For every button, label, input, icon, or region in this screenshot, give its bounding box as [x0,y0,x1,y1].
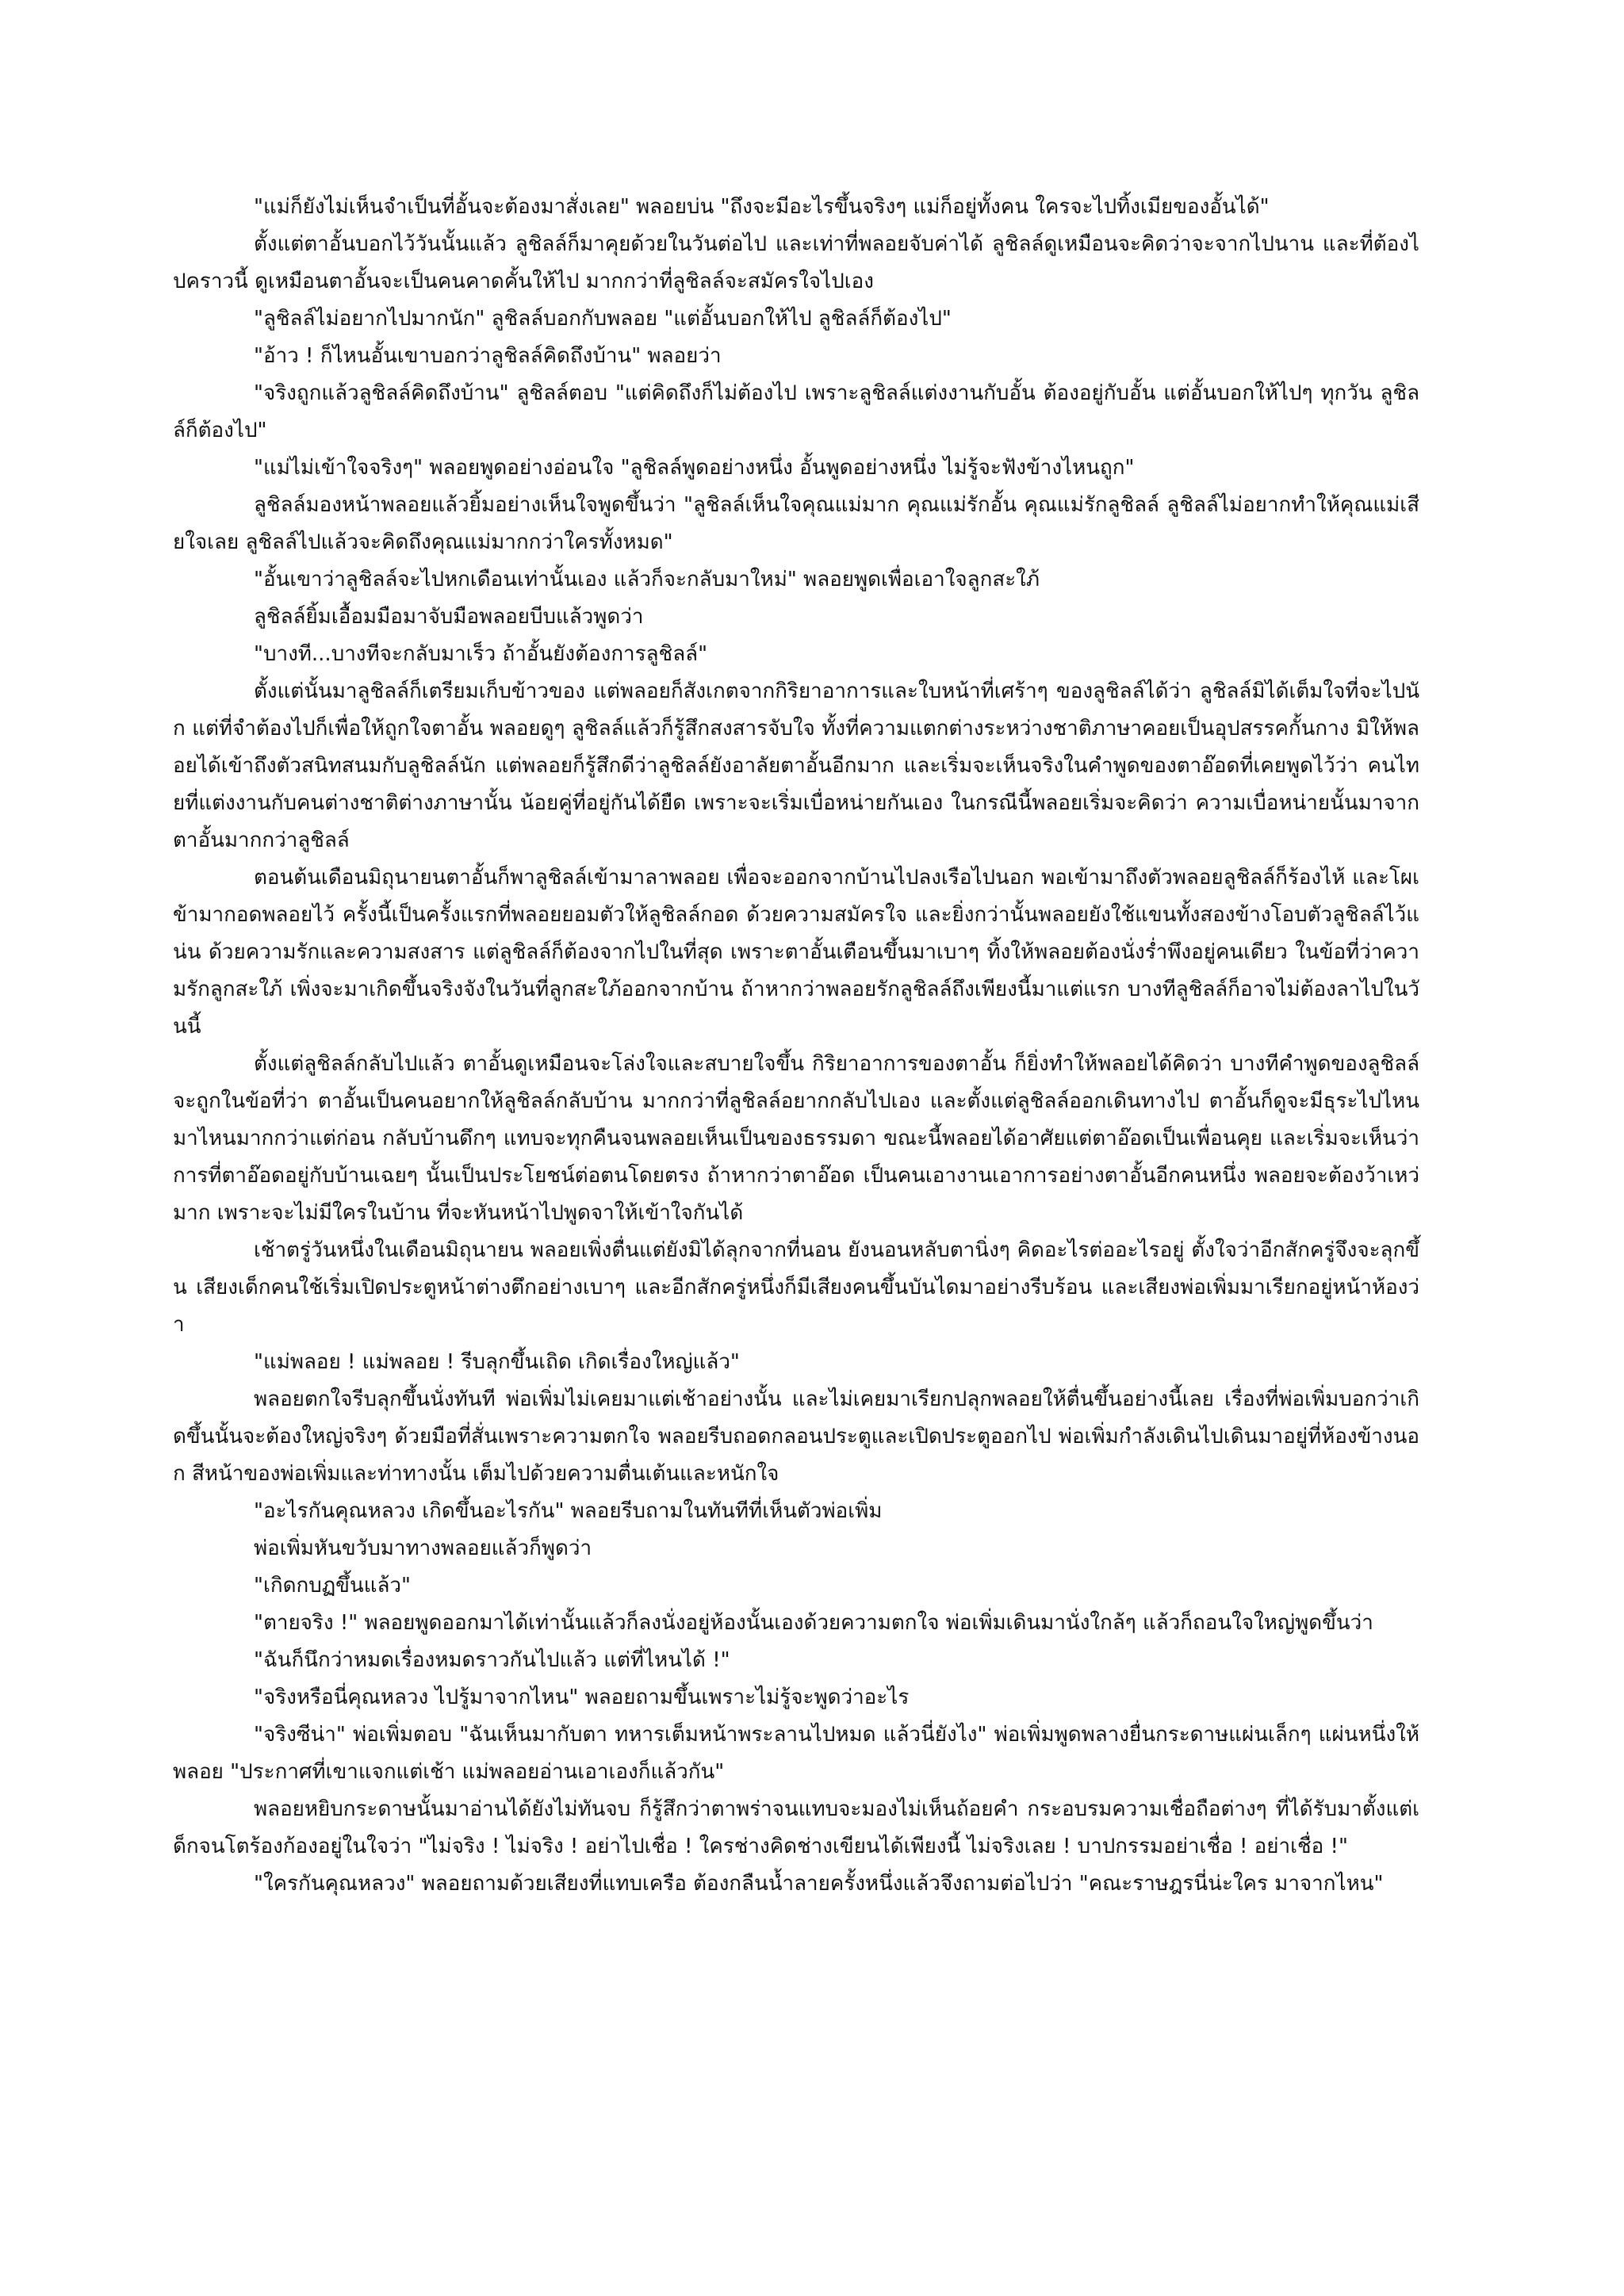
paragraph: ตอนต้นเดือนมิถุนายนตาอั้นก็พาลูชิลล์เข้ามาลาพลอย เพื่อจะออกจากบ้านไปลงเรือไปนอก พอเข้ามาถึงตัวพลอยลูชิลล์ก็ร้องไห้ และโผเข้ามากอดพลอยไว้ ครั้งนี้เป็นครั้งแรกที่พลอยยอมตัวให้ลูชิลล์กอด ด้วยความสมัครใจ และยิ่งกว่านั้นพลอยยังใช้แขนทั้งสองข้างโอบตัวลูชิลล์ไว้แน่น ด้วยความรักและความสงสาร แต่ลูชิลล์ก็ต้องจากไปในที่สุด เพราะตาอั้นเตือนขึ้นมาเบาๆ ทิ้งให้พลอยต้องนั่งร่ำพึงอยู่คนเดียว ในข้อที่ว่าความรักลูกสะใภ้ เพิ่งจะมาเกิดขึ้นจริงจังในวันที่ลูกสะใภ้ออกจากบ้าน ถ้าหากว่าพลอยรักลูชิลล์ถึงเพียงนี้มาแต่แรก บางทีลูชิลล์ก็อาจไม่ต้องลาไปในวันนี้ [173,866,1419,1039]
paragraph: ลูชิลล์มองหน้าพลอยแล้วยิ้มอย่างเห็นใจพูดขึ้นว่า "ลูชิลล์เห็นใจคุณแม่มาก คุณแม่รักอั้น คุณแม่รักลูชิลล์ ลูชิลล์ไม่อยากทำให้คุณแม่เสียใจเลย ลูชิลล์ไปแล้วจะคิดถึงคุณแม่มากกว่าใครทั้งหมด" [173,493,1419,554]
paragraph: พ่อเพิ่มหันขวับมาทางพลอยแล้วก็พูดว่า [254,1536,592,1560]
paragraph: "ตายจริง !" พลอยพูดออกมาได้เท่านั้นแล้วก็ลงนั่งอยู่ห้องนั้นเองด้วยความตกใจ พ่อเพิ่มเดินมานั่งใกล้ๆ แล้วก็ถอนใจใหญ่พูดขึ้นว่า [254,1611,1373,1635]
paragraph: "อ้าว ! ก็ไหนอั้นเขาบอกว่าลูชิลล์คิดถึงบ้าน" พลอยว่า [254,344,722,368]
paragraph: พลอยตกใจรีบลุกขึ้นนั่งทันที พ่อเพิ่มไม่เคยมาแต่เช้าอย่างนั้น และไม่เคยมาเรียกปลุกพลอยให้ตื่นขึ้นอย่างนี้เลย เรื่องที่พ่อเพิ่มบอกว่าเกิดขึ้นนั้นจะต้องใหญ่จริงๆ ด้วยมือที่สั่นเพราะความตกใจ พลอยรีบถอดกลอนประตูและเปิดประตูออกไป พ่อเพิ่มกำลังเดินไปเดินมาอยู่ที่ห้องข้างนอก สีหน้าของพ่อเพิ่มและท่าทางนั้น เต็มไปด้วยความตื่นเต้นและหนักใจ [173,1387,1419,1486]
paragraph: "ใครกันคุณหลวง" พลอยถามด้วยเสียงที่แทบเครือ ต้องกลืนน้ำลายครั้งหนึ่งแล้วจึงถามต่อไปว่า "คณะราษฎรนี่น่ะใคร มาจากไหน" [254,1872,1384,1896]
paragraph: ลูชิลล์ยิ้มเอื้อมมือมาจับมือพลอยบีบแล้วพูดว่า [254,605,644,629]
paragraph: พลอยหยิบกระดาษนั้นมาอ่านได้ยังไม่ทันจบ ก็รู้สึกว่าตาพร่าจนแทบจะมองไม่เห็นถ้อยคำ กระอบรมความเชื่อถือต่างๆ ที่ได้รับมาตั้งแต่เด็กจนโตร้องก้องอยู่ในใจว่า "ไม่จริง ! ไม่จริง ! อย่าไปเชื่อ ! ใครช่างคิดช่างเขียนได้เพียงนี้ ไม่จริงเลย ! บาปกรรมอย่าเชื่อ ! อย่าเชื่อ !" [173,1797,1419,1858]
paragraph: ตั้งแต่ตาอั้นบอกไว้วันนั้นแล้ว ลูชิลล์ก็มาคุยด้วยในวันต่อไป และเท่าที่พลอยจับค่าได้ ลูชิลล์ดูเหมือนจะคิดว่าจะจากไปนาน และที่ต้องไปคราวนี้ ดูเหมือนตาอั้นจะเป็นคนคาดคั้นให้ไป มากกว่าที่ลูชิลล์จะสมัครใจไปเอง [173,232,1419,293]
document-body [173,189,1419,1903]
paragraph: "อั้นเขาว่าลูชิลล์จะไปหกเดือนเท่านั้นเอง แล้วก็จะกลับมาใหม่" พลอยพูดเพื่อเอาใจลูกสะใภ้ [254,568,1040,591]
paragraph: ตั้งแต่ลูชิลล์กลับไปแล้ว ตาอั้นดูเหมือนจะโล่งใจและสบายใจขึ้น กิริยาอาการของตาอั้น ก็ยิ่งทำให้พลอยได้คิดว่า บางทีคำพูดของลูชิลล์จะถูกในข้อที่ว่า ตาอั้นเป็นคนอยากให้ลูชิลล์กลับบ้าน มากกว่าที่ลูชิลล์อยากกลับไปเอง และตั้งแต่ลูชิลล์ออกเดินทางไป ตาอั้นก็ดูจะมีธุระไปไหนมาไหนมากกว่าแต่ก่อน กลับบ้านดึกๆ แทบจะทุกคืนจนพลอยเห็นเป็นของธรรมดา ขณะนี้พลอยได้อาศัยแต่ตาอ๊อดเป็นเพื่อนคุย และเริ่มจะเห็นว่าการที่ตาอ๊อดอยู่กับบ้านเฉยๆ นั้นเป็นประโยชน์ต่อตนโดยตรง ถ้าหากว่าตาอ๊อด เป็นคนเอางานเอาการอย่างตาอั้นอีกคนหนึ่ง พลอยจะต้องว้าเหว่มาก เพราะจะไม่มีใครในบ้าน ที่จะหันหน้าไปพูดจาให้เข้าใจกันได้ [173,1052,1419,1225]
paragraph: ตั้งแต่นั้นมาลูชิลล์ก็เตรียมเก็บข้าวของ แต่พลอยก็สังเกตจากกิริยาอาการและใบหน้าที่เศร้าๆ ของลูชิลล์ได้ว่า ลูชิลล์มิได้เต็มใจที่จะไปนัก แต่ที่จำต้องไปก็เพื่อให้ถูกใจตาอั้น พลอยดูๆ ลูชิลล์แล้วก็รู้สึกสงสารจับใจ ทั้งที่ความแตกต่างระหว่างชาติภาษาคอยเป็นอุปสรรคกั้นกาง มิให้พลอยได้เข้าถึงตัวสนิทสนมกับลูชิลล์นัก แต่พลอยก็รู้สึกดีว่าลูชิลล์ยังอาลัยตาอั้นอีกมาก และเริ่มจะเห็นจริงในคำพูดของตาอ๊อดที่เคยพูดไว้ว่า คนไทยที่แต่งงานกับคนต่างชาติต่างภาษานั้น น้อยคู่ที่อยู่กันได้ยืด เพราะจะเริ่มเบื่อหน่ายกันเอง ในกรณีนี้พลอยเริ่มจะคิดว่า ความเบื่อหน่ายนั้นมาจากตาอั้นมากกว่าลูชิลล์ [173,679,1419,852]
paragraph: "ฉันก็นึกว่าหมดเรื่องหมดราวกันไปแล้ว แต่ที่ไหนได้ !" [254,1648,730,1672]
paragraph: "จริงซีน่า" พ่อเพิ่มตอบ "ฉันเห็นมากับตา ทหารเต็มหน้าพระลานไปหมด แล้วนี่ยังไง" พ่อเพิ่มพูดพลางยื่นกระดาษแผ่นเล็กๆ แผ่นหนึ่งให้พลอย "ประกาศที่เขาแจกแต่เช้า แม่พลอยอ่านเอาเองก็แล้วกัน" [173,1723,1419,1784]
paragraph: "ลูชิลล์ไม่อยากไปมากนัก" ลูชิลล์บอกกับพลอย "แต่อั้นบอกให้ไป ลูชิลล์ก็ต้องไป" [254,307,952,331]
paragraph: "จริงหรือนี่คุณหลวง ไปรู้มาจากไหน" พลอยถามขึ้นเพราะไม่รู้จะพูดว่าอะไร [254,1686,910,1709]
paragraph: "จริงถูกแล้วลูชิลล์คิดถึงบ้าน" ลูชิลล์ตอบ "แต่คิดถึงก็ไม่ต้องไป เพราะลูชิลล์แต่งงานกับอั้น ต้องอยู่กับอั้น แต่อั้นบอกให้ไปๆ ทุกวัน ลูชิลล์ก็ต้องไป" [173,381,1419,442]
paragraph: เช้าตรู่วันหนึ่งในเดือนมิถุนายน พลอยเพิ่งตื่นแต่ยังมิได้ลุกจากที่นอน ยังนอนหลับตานิ่งๆ คิดอะไรต่ออะไรอยู่ ตั้งใจว่าอีกสักครู่จึงจะลุกขึ้น เสียงเด็กคนใช้เริ่มเปิดประตูหน้าต่างตึกอย่างเบาๆ และอีกสักครู่หนึ่งก็มีเสียงคนขึ้นบันไดมาอย่างรีบร้อน และเสียงพ่อเพิ่มมาเรียกอยู่หน้าห้องว่า [173,1238,1419,1337]
paragraph: "แม่ก็ยังไม่เห็นจำเป็นที่อั้นจะต้องมาสั่งเลย" พลอยบ่น "ถึงจะมีอะไรขึ้นจริงๆ แม่ก็อยู่ทั้งคน ใครจะไปทิ้งเมียของอั้นได้" [254,195,1270,219]
paragraph: "เกิดกบฏขึ้นแล้ว" [254,1574,411,1598]
paragraph: "แม่ไม่เข้าใจจริงๆ" พลอยพูดอย่างอ่อนใจ "ลูชิลล์พูดอย่างหนึ่ง อั้นพูดอย่างหนึ่ง ไม่รู้จะฟังข้างไหนถูก" [254,456,1135,480]
paragraph: "อะไรกันคุณหลวง เกิดขึ้นอะไรกัน" พลอยรีบถามในทันทีที่เห็นตัวพ่อเพิ่ม [254,1499,883,1523]
paragraph: "แม่พลอย ! แม่พลอย ! รีบลุกขึ้นเถิด เกิดเรื่องใหญ่แล้ว" [254,1350,740,1374]
paragraph: "บางที...บางทีจะกลับมาเร็ว ถ้าอั้นยังต้องการลูชิลล์" [254,642,708,666]
